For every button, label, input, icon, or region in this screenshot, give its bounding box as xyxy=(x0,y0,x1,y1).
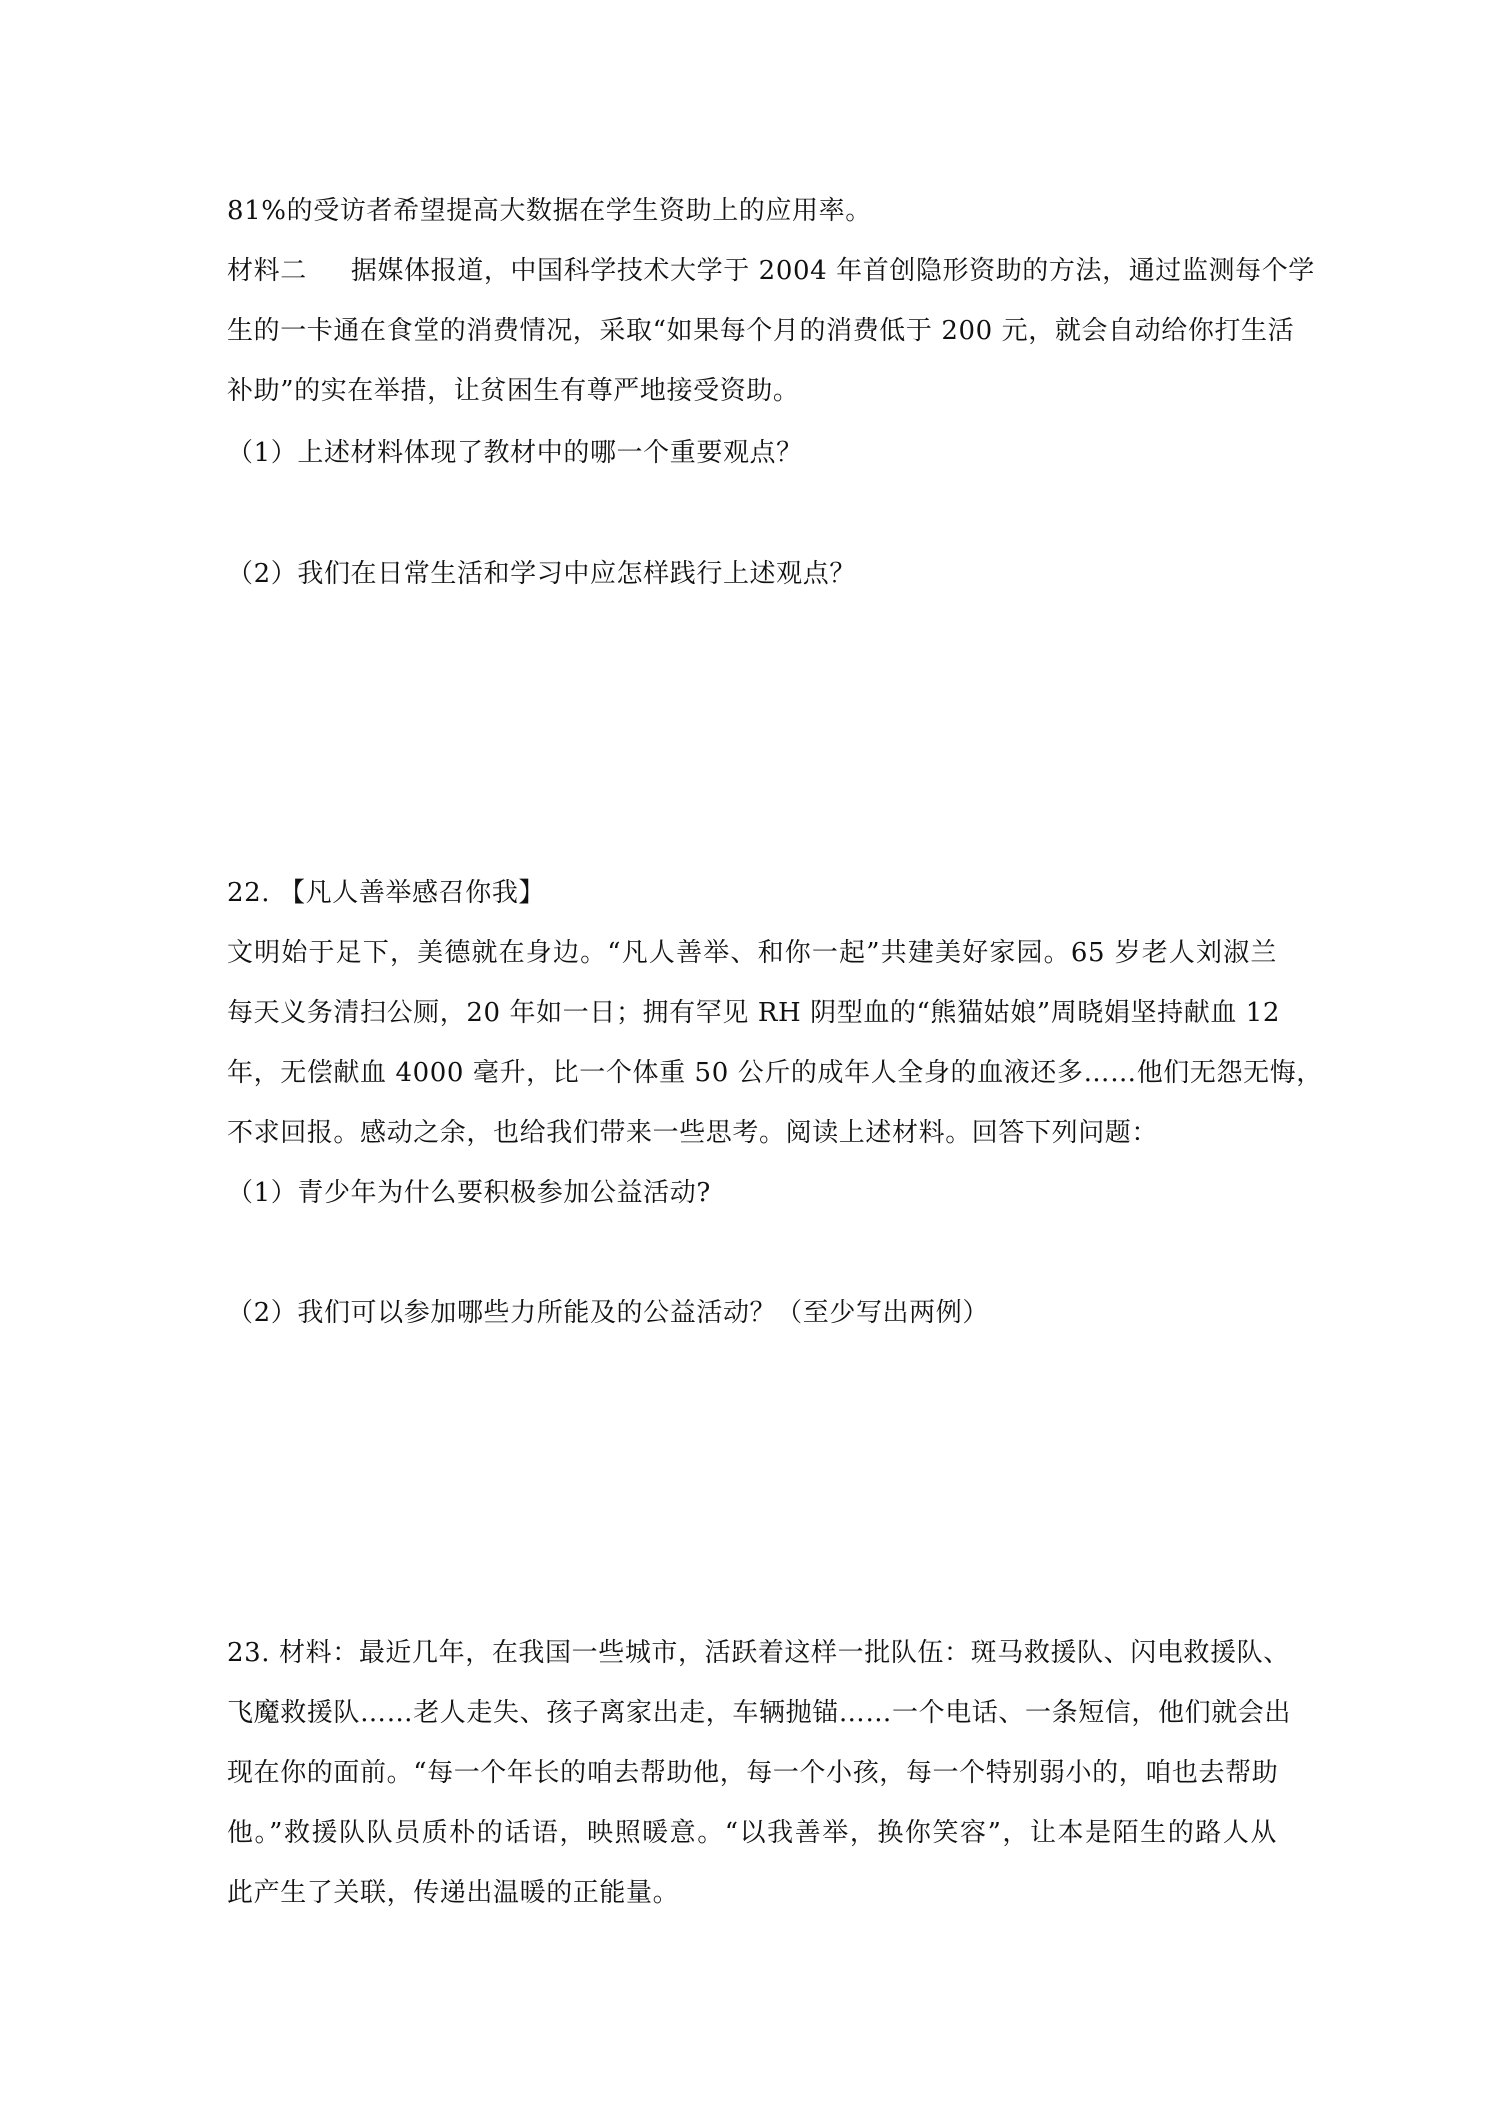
question-22-part-2: （2）我们可以参加哪些力所能及的公益活动？（至少写出两例） xyxy=(227,1298,989,1328)
question-22-part-1: （1）青少年为什么要积极参加公益活动? xyxy=(227,1178,711,1208)
question-23-line-3: 现在你的面前。“每一个年长的咱去帮助他，每一个小孩，每一个特别弱小的，咱也去帮助 xyxy=(227,1758,1279,1788)
question-23-line-1: 23. 材料：最近几年，在我国一些城市，活跃着这样一批队伍：斑马救援队、闪电救援队、 xyxy=(227,1638,1290,1668)
material-two-line-3: 补助”的实在举措，让贫困生有尊严地接受资助。 xyxy=(227,376,800,406)
question-23-line-4: 他。”救援队队员质朴的话语，映照暖意。“以我善举，换你笑容”，让本是陌生的路人从 xyxy=(227,1818,1277,1848)
question-22-title: 22. 【凡人善举感召你我】 xyxy=(227,878,546,908)
question-21-part-2: （2）我们在日常生活和学习中应怎样践行上述观点？ xyxy=(227,559,856,589)
material-two-text: 据媒体报道，中国科学技术大学于 2004 年首创隐形资助的方法，通过监测每个学 xyxy=(350,256,1315,286)
material-two-label: 材料二 xyxy=(227,256,307,286)
material-two-line-2: 生的一卡通在食堂的消费情况，采取“如果每个月的消费低于 200 元，就会自动给你打生活 xyxy=(227,316,1295,346)
question-23-line-5: 此产生了关联，传递出温暖的正能量。 xyxy=(227,1878,680,1908)
material-one-tail: 81%的受访者希望提高大数据在学生资助上的应用率。 xyxy=(227,196,872,226)
question-22-line-3: 年，无偿献血 4000 毫升，比一个体重 50 公斤的成年人全身的血液还多……他们无怨无悔， xyxy=(227,1058,1323,1088)
question-22-line-2: 每天义务清扫公厕，20 年如一日；拥有罕见 RH 阴型血的“熊猫姑娘”周晓娟坚持献血 12 xyxy=(227,998,1281,1028)
question-22-line-4: 不求回报。感动之余，也给我们带来一些思考。阅读上述材料。回答下列问题： xyxy=(227,1118,1159,1148)
question-22-line-1: 文明始于足下，美德就在身边。“凡人善举、和你一起”共建美好家园。65 岁老人刘淑兰 xyxy=(227,938,1277,968)
material-two-line-1 xyxy=(227,254,1315,288)
question-23-line-2: 飞魔救援队……老人走失、孩子离家出走，车辆抛锚……一个电话、一条短信，他们就会出 xyxy=(227,1698,1292,1728)
question-21-part-1: （1）上述材料体现了教材中的哪一个重要观点？ xyxy=(227,438,803,468)
